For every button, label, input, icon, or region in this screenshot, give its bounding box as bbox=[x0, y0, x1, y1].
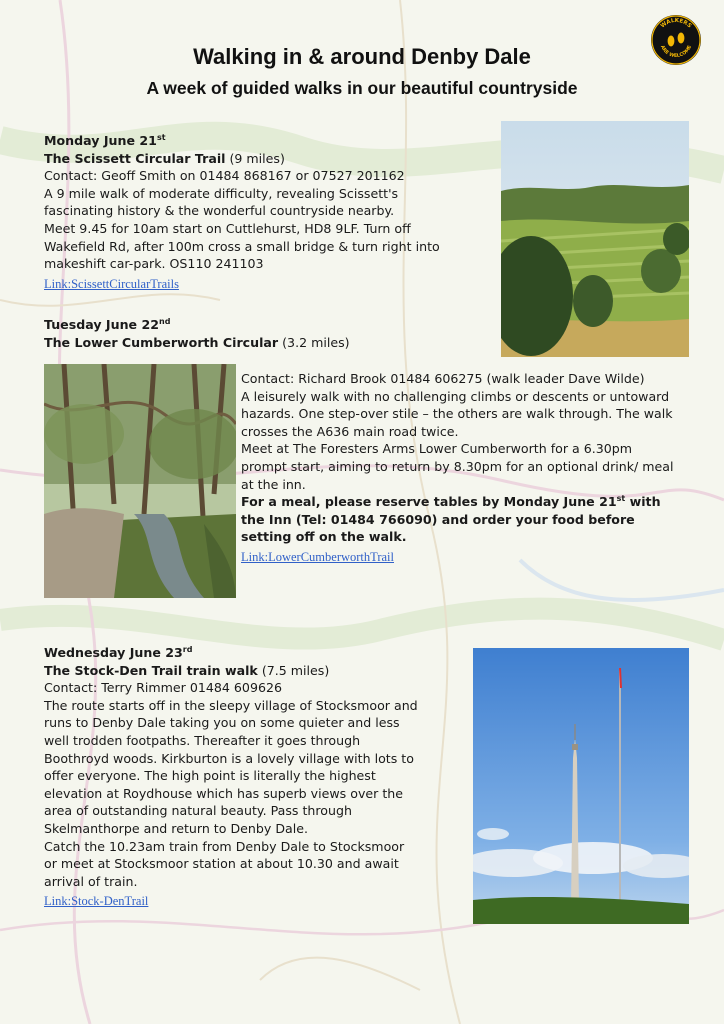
walk-day-heading: Tuesday June 22nd bbox=[44, 316, 171, 332]
lower-cumberworth-trail-link[interactable]: Link:LowerCumberworthTrail bbox=[241, 549, 394, 564]
walk-meeting-point: Meet at The Foresters Arms Lower Cumberworth for a 6.30pm prompt start, aiming to return by 8.30pm for an optional drink/ meal at the inn. bbox=[241, 441, 674, 492]
walk-contact: Contact: Terry Rimmer 01484 609626 bbox=[44, 680, 282, 696]
walk-trail-heading: The Stock-Den Trail train walk (7.5 miles) bbox=[44, 662, 330, 678]
walk-text-line: Boothroyd woods. Kirkburton is a lovely village with lots to bbox=[44, 750, 414, 766]
scissett-trail-link[interactable]: Link:ScissettCircularTrails bbox=[44, 276, 179, 291]
walk-text-line: or meet at Stocksmoor station at about 10.30 and await bbox=[44, 856, 399, 872]
walk-text-line: well trodden footpaths. Thereafter it goes through bbox=[44, 732, 361, 748]
walk-contact: Contact: Geoff Smith on 01484 868167 or 07527 201162 bbox=[44, 168, 405, 184]
walk-day-heading: Monday June 21st bbox=[44, 132, 166, 148]
walk-text-line: The route starts off in the sleepy village of Stocksmoor and bbox=[44, 697, 418, 713]
walk-text-line: offer everyone. The high point is literally the highest bbox=[44, 768, 376, 784]
transmitter-mast-photo bbox=[473, 648, 689, 924]
walk-text-line: arrival of train. bbox=[44, 873, 138, 889]
walk-text-line: Catch the 10.23am train from Denby Dale to Stocksmoor bbox=[44, 838, 405, 854]
walk-contact: Contact: Richard Brook 01484 606275 (walk leader Dave Wilde) bbox=[241, 371, 645, 386]
countryside-fields-photo bbox=[501, 121, 689, 357]
page-subtitle: A week of guided walks in our beautiful countryside bbox=[146, 78, 578, 98]
stock-den-trail-link[interactable]: Link:Stock-DenTrail bbox=[44, 894, 149, 909]
walk-meal-note: For a meal, please reserve tables by Monday June 21st with the Inn (Tel: 01484 766090) and order your food before setting off on the walk. bbox=[241, 493, 661, 545]
walk-description: A leisurely walk with no challenging climbs or descents or untoward hazards. One step-over stile – the others are walk through. The walk crosses the A636 main road twice. bbox=[241, 388, 673, 439]
svg-text:ARE WELCOME: ARE WELCOME bbox=[658, 44, 694, 60]
wednesday-walk-section bbox=[44, 644, 464, 910]
page-title: Walking in & around Denby Dale bbox=[193, 44, 531, 69]
walk-text-line: makeshift car-park. OS110 241103 bbox=[44, 256, 264, 272]
woodland-stream-photo bbox=[44, 364, 236, 598]
walk-text-line: A 9 mile walk of moderate difficulty, revealing Scissett's bbox=[44, 185, 399, 201]
walk-text-line: elevation at Roydhouse which has superb views over the bbox=[44, 785, 404, 801]
walk-text-line: area of outstanding natural beauty. Pass through bbox=[44, 803, 352, 819]
tuesday-walk-header bbox=[44, 316, 494, 351]
walk-text-line: fascinating history & the wonderful countryside nearby. bbox=[44, 203, 395, 219]
svg-text:WALKERS: WALKERS bbox=[659, 17, 693, 30]
walk-trail-heading: The Scissett Circular Trail (9 miles) bbox=[44, 150, 285, 166]
walk-day-heading: Wednesday June 23rd bbox=[44, 644, 193, 660]
tuesday-walk-details bbox=[241, 370, 681, 566]
walk-text-line: runs to Denby Dale taking you on some quieter and less bbox=[44, 715, 400, 731]
walk-text-line: Meet 9.45 for 10am start on Cuttlehurst, HD8 9LF. Turn off bbox=[44, 220, 411, 236]
walkers-are-welcome-logo bbox=[650, 14, 702, 66]
monday-walk-section bbox=[44, 132, 494, 293]
walk-text-line: Skelmanthorpe and return to Denby Dale. bbox=[44, 820, 308, 836]
walk-trail-heading: The Lower Cumberworth Circular (3.2 miles) bbox=[44, 334, 350, 350]
walk-text-line: Wakefield Rd, after 100m cross a small bridge & turn right into bbox=[44, 238, 440, 254]
